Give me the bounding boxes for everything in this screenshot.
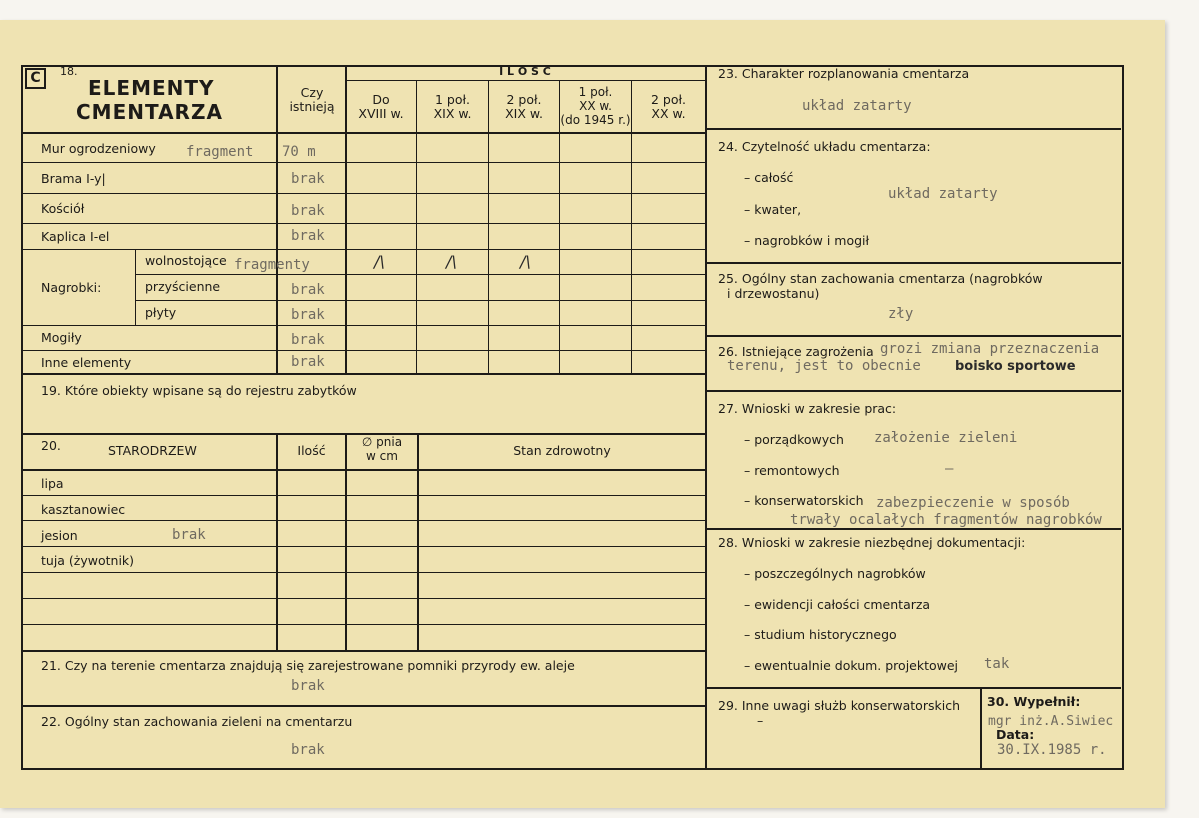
s20-ilosc-header: Ilość [297, 443, 326, 458]
mogily-value: brak [291, 332, 325, 348]
mark-1pol-xix: /\ [446, 252, 457, 271]
s27-item-konserwatorskich: – konserwatorskich [744, 493, 864, 508]
brama-value: brak [291, 171, 325, 187]
s27-item-porzadkowych: – porządkowych [744, 432, 844, 447]
s18-title-2: CMENTARZA [76, 100, 223, 124]
s20-title: STARODRZEW [108, 443, 197, 458]
s27-item-remontowych: – remontowych [744, 463, 840, 478]
kosciol-value: brak [291, 203, 325, 219]
col-1pol-xx: 1 poł. XX w. (do 1945 r.) [560, 85, 631, 127]
s18-title-1: ELEMENTY [88, 76, 215, 100]
row-mogily: Mogiły [41, 330, 82, 345]
s18-number: 18. [60, 65, 78, 78]
row-przyscienne: przyścienne [145, 279, 221, 294]
s27-value-remontowych: – [945, 461, 954, 477]
przyscienne-value: brak [291, 282, 325, 298]
s28-item-projektowej: – ewentualnie dokum. projektowej [744, 658, 959, 673]
s24-item-nagrobkow: – nagrobków i mogił [744, 233, 870, 248]
s28-item-studium: – studium historycznego [744, 627, 897, 642]
mur-value: 70 m [282, 144, 316, 160]
s28-value: tak [984, 656, 1010, 672]
s28-label: 28. Wnioski w zakresie niezbędnej dokumentacji: [718, 535, 1026, 550]
col-2pol-xx: 2 poł. XX w. [650, 92, 687, 122]
tree-kasztanowiec: kasztanowiec [41, 502, 126, 517]
s30-date: 30.IX.1985 r. [997, 742, 1107, 758]
s24-value: układ zatarty [888, 186, 998, 202]
s29-value: – [757, 713, 764, 728]
s20-stan-header: Stan zdrowotny [513, 443, 611, 458]
s25-value: zły [888, 306, 914, 322]
s20-number: 20. [41, 438, 61, 453]
czy-istnieja-header: Czy istnieją [289, 85, 335, 115]
s27-value-konserwatorskich-1: zabezpieczenie w sposób [876, 495, 1070, 511]
mur-note: fragment [186, 144, 254, 160]
s22-label: 22. Ogólny stan zachowania zieleni na cmentarzu [41, 714, 353, 729]
s27-value-porzadkowych: założenie zieleni [874, 430, 1018, 446]
inne-value: brak [291, 354, 325, 370]
s30-value: mgr inż.A.Siwiec [988, 714, 1114, 729]
s20-pien-header: ∅ pnia w cm [361, 435, 403, 463]
s23-label: 23. Charakter rozplanowania cmentarza [718, 66, 970, 81]
s28-item-nagrobkow: – poszczególnych nagrobków [744, 566, 926, 581]
s26-value-3: boisko sportowe [955, 359, 1076, 374]
s27-label: 27. Wnioski w zakresie prac: [718, 401, 897, 416]
row-kaplica: Kaplica I-el [41, 229, 110, 244]
row-nagrobki: Nagrobki: [41, 280, 102, 295]
s19-label: 19. Które obiekty wpisane są do rejestru zabytków [41, 383, 357, 398]
col-xviii: Do XVIII w. [358, 92, 404, 122]
jesion-note: brak [172, 527, 206, 543]
s23-value: układ zatarty [802, 98, 912, 114]
s25-label-1: 25. Ogólny stan zachowania cmentarza (nagrobków [718, 271, 1043, 286]
s30-label: 30. Wypełnił: [987, 694, 1081, 709]
mark-2pol-xix: /\ [520, 252, 531, 271]
plyty-value: brak [291, 307, 325, 323]
s25-label-2: i drzewostanu) [727, 286, 820, 301]
s26-value-2: terenu, jest to obecnie [727, 358, 921, 374]
s27-value-konserwatorskich-2: trwały ocalałych fragmentów nagrobków [790, 512, 1102, 528]
tree-tuja: tuja (żywotnik) [41, 553, 135, 568]
s26-value-1: grozi zmiana przeznaczenia [880, 341, 1100, 357]
s24-item-kwater: – kwater, [744, 202, 802, 217]
s21-value: brak [291, 678, 325, 694]
tree-lipa: lipa [41, 476, 64, 491]
s29-label: 29. Inne uwagi służb konserwatorskich [718, 698, 960, 713]
section-letter: C [25, 68, 46, 89]
s24-item-calosc: – całość [744, 170, 794, 185]
row-mur: Mur ogrodzeniowy [41, 141, 156, 156]
row-wolnostojace: wolnostojące [145, 253, 227, 268]
col-2pol-xix: 2 poł. XIX w. [505, 92, 543, 122]
wolnostojace-value: fragmenty [234, 257, 310, 273]
s21-label: 21. Czy na terenie cmentarza znajdują się zarejestrowane pomniki przyrody ew. aleje [41, 658, 575, 673]
row-plyty: płyty [145, 305, 177, 320]
row-inne: Inne elementy [41, 355, 132, 370]
s26-label: 26. Istniejące zagrożenia [718, 344, 874, 359]
s24-label: 24. Czytelność układu cmentarza: [718, 139, 931, 154]
s30-data-label: Data: [996, 727, 1035, 742]
ilosc-header: I L O Ś Ć [499, 65, 551, 78]
s28-item-ewidencji: – ewidencji całości cmentarza [744, 597, 931, 612]
row-brama: Brama I-y| [41, 171, 106, 186]
col-1pol-xix: 1 poł. XIX w. [433, 92, 472, 122]
row-kosciol: Kościół [41, 201, 85, 216]
s22-value: brak [291, 742, 325, 758]
tree-jesion: jesion [41, 528, 78, 543]
mark-xviii: /\ [374, 252, 385, 271]
kaplica-value: brak [291, 228, 325, 244]
